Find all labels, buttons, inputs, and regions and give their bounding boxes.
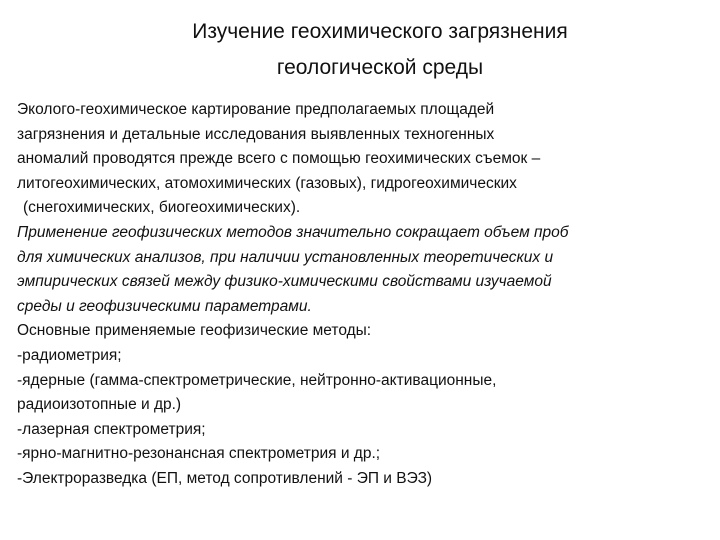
method-item: -лазерная спектрометрия; (17, 420, 206, 438)
body-line-italic: среды и геофизическими параметрами. (17, 297, 312, 315)
method-item: -Электроразведка (ЕП, метод сопротивлений - ЭП и ВЭЗ) (17, 469, 433, 487)
body-line-italic: для химических анализов, при наличии установленных теоретических и (17, 248, 554, 266)
title-line-2: геологической среды (276, 56, 484, 79)
slide-body (17, 98, 713, 492)
title-line-1: Изучение геохимического загрязнения (192, 20, 568, 43)
method-item: -ядерные (гамма-спектрометрические, нейтронно-активационные, (17, 371, 497, 389)
body-line: аномалий проводятся прежде всего с помощью геохимических съемок – (17, 150, 541, 168)
body-line: литогеохимических, атомохимических (газовых), гидрогеохимических (17, 174, 517, 192)
slide-title (40, 14, 720, 86)
method-item: -радиометрия; (17, 346, 122, 364)
body-line: (снегохимических, биогеохимических). (23, 199, 301, 217)
method-item: -ярно-магнитно-резонансная спектрометрия и др.; (17, 445, 381, 463)
method-item-continuation: радиоизотопные и др.) (17, 396, 182, 414)
methods-heading: Основные применяемые геофизические методы: (17, 322, 372, 340)
body-line-italic: Применение геофизических методов значительно сокращает объем проб (17, 223, 569, 241)
body-line-italic: эмпирических связей между физико-химическими свойствами изучаемой (17, 273, 552, 291)
body-line: Эколого-геохимическое картирование предполагаемых площадей (17, 101, 495, 118)
body-line: загрязнения и детальные исследования выявленных техногенных (17, 125, 495, 143)
